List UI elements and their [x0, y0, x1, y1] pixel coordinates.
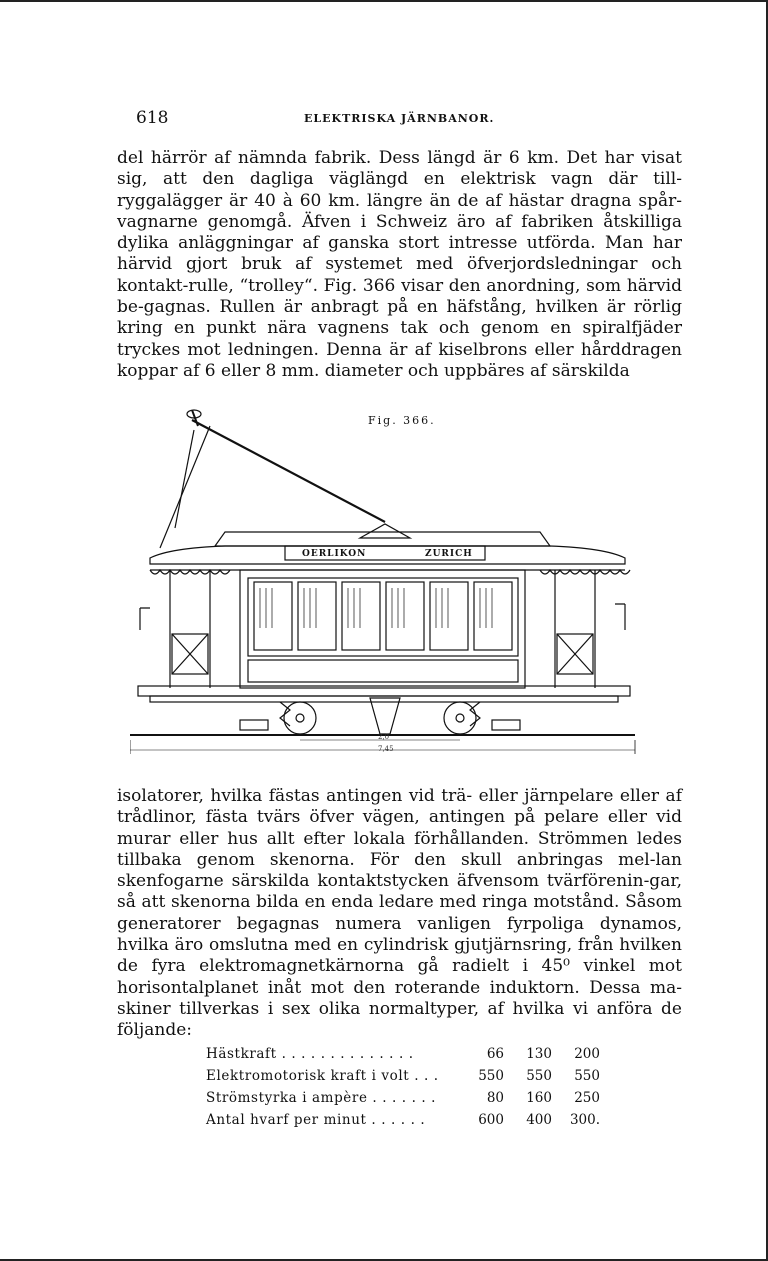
- table-row: [206, 1065, 600, 1087]
- cell-value: 600: [478, 1112, 504, 1128]
- dimension-length: 7,45: [378, 745, 394, 753]
- row-label: Strömstyrka i ampère . . . . . . .: [206, 1090, 437, 1106]
- cell-value: 550: [526, 1068, 552, 1084]
- row-label: Hästkraft . . . . . . . . . . . . . .: [206, 1046, 414, 1062]
- cell-value: 550: [574, 1068, 600, 1084]
- cell-value: 66: [486, 1046, 504, 1062]
- cell-value: 130: [526, 1046, 552, 1062]
- table-row: [206, 1043, 600, 1065]
- cell-value: 300.: [569, 1112, 600, 1128]
- cell-value: 200: [574, 1046, 600, 1062]
- running-title: ELEKTRISKA JÄRNBANOR.: [304, 112, 495, 125]
- table-row: [206, 1087, 600, 1109]
- row-label: Antal hvarf per minut . . . . . .: [206, 1112, 426, 1128]
- page-number: 618: [136, 108, 169, 128]
- row-label: Elektromotorisk kraft i volt . . .: [206, 1068, 439, 1084]
- paragraph-bottom: isolatorer, hvilka fästas antingen vid trä- eller järnpelare eller af trådlinor, fästa tvärs öfver vägen, antingen på pelare eller vid murar eller hus allt efter lokala förhållanden. Strömmen ledes tillbaka genom skenorna. För den skull anbringas mel-lan skenfogarne särskilda kontaktstycken äfvensom tvärförenin-gar, så att skenorna bilda en enda ledare med ringa motstånd. Såsom generatorer begagnas numera vanligen fyrpoliga dynamos, hvilka äro omslutna med en cylindrisk gjutjärnsring, från hvilken de fyra elektromagnetkärnorna gå radielt i 45⁰ vinkel mot horisontalplanet inåt mot den roterande induktorn. Dessa ma-skiner tillverkas i sex olika normaltyper, af hvilka vi anföra de följande:: [117, 786, 682, 1041]
- tram-illustration: [130, 398, 640, 768]
- cell-value: 550: [478, 1068, 504, 1084]
- paragraph-top: del härrör af nämnda fabrik. Dess längd är 6 km. Det har visat sig, att den dagliga väglängd en elektrisk vagn där till-ryggalägger är 40 à 60 km. längre än de af hästar dragna spår-vagnarne genomgå. Äfven i Schweiz äro af fabriken åtskilliga dylika anläggningar af ganska stort intresse utförda. Man har härvid gjort bruk af systemet med öfverjordsledningar och kontakt-rulle, “trolley“. Fig. 366 visar den anordning, som härvid be-gagnas. Rullen är anbragt på en häfstång, hvilken är rörlig kring en punkt nära vagnens tak och genom en spiralfjäder tryckes mot ledningen. Denna är af kiselbrons eller hårddragen koppar af 6 eller 8 mm. diameter och uppbäres af särskilda: [117, 148, 682, 381]
- spec-table: [206, 1043, 600, 1131]
- table-row: [206, 1109, 600, 1131]
- signboard-right-text: ZURICH: [425, 549, 473, 559]
- cell-value: 160: [526, 1090, 552, 1106]
- figure-caption: Fig. 366.: [368, 414, 436, 427]
- dimension-wheelbase: 2,0: [378, 733, 390, 741]
- page-header: [136, 108, 681, 130]
- cell-value: 250: [574, 1090, 600, 1106]
- signboard-left-text: OERLIKON: [302, 549, 367, 559]
- cell-value: 80: [486, 1090, 504, 1106]
- cell-value: 400: [526, 1112, 552, 1128]
